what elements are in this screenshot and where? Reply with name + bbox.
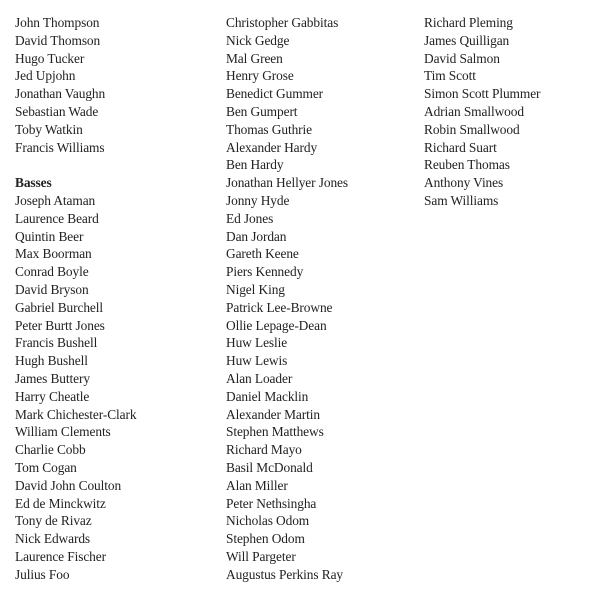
- name-entry: William Clements: [15, 424, 111, 440]
- name-entry: Ollie Lepage-Dean: [226, 317, 327, 333]
- name-entry: Harry Cheatle: [15, 388, 90, 404]
- name-entry: Hugo Tucker: [15, 50, 85, 66]
- name-entry: Piers Kennedy: [226, 264, 304, 280]
- name-entry: Huw Lewis: [226, 353, 288, 369]
- name-entry: Ben Hardy: [226, 157, 284, 173]
- name-entry: Henry Grose: [226, 68, 294, 84]
- name-entry: Nick Edwards: [15, 531, 91, 547]
- name-entry: Joseph Ataman: [15, 192, 96, 208]
- name-entry: Ben Gumpert: [226, 103, 298, 119]
- name-entry: Richard Pleming: [424, 15, 513, 30]
- name-entry: Basil McDonald: [226, 459, 313, 475]
- name-entry: Jonathan Hellyer Jones: [226, 175, 349, 191]
- name-entry: Simon Scott Plummer: [424, 86, 541, 102]
- name-entry: Anthony Vines: [424, 175, 504, 191]
- name-entry: Jonathan Vaughn: [15, 86, 106, 102]
- name-entry: James Buttery: [15, 370, 90, 386]
- name-entry: Julius Foo: [15, 566, 70, 582]
- name-entry: Laurence Beard: [15, 210, 99, 226]
- name-entry: Alan Miller: [226, 477, 288, 493]
- name-entry: Richard Suart: [424, 139, 497, 155]
- name-entry: Charlie Cobb: [15, 442, 86, 458]
- section-spacer: [15, 156, 215, 174]
- name-entry: Tony de Rivaz: [15, 513, 92, 529]
- name-entry: Benedict Gummer: [226, 86, 324, 102]
- name-entry: Ed de Minckwitz: [15, 495, 106, 511]
- name-entry: John Thompson: [15, 15, 100, 30]
- name-entry: Ed Jones: [226, 210, 274, 226]
- name-entry: Sebastian Wade: [15, 103, 99, 119]
- name-entry: Alan Loader: [226, 370, 293, 386]
- name-entry: Nick Gedge: [226, 32, 290, 48]
- name-entry: Gareth Keene: [226, 246, 299, 262]
- name-entry: Alexander Martin: [226, 406, 320, 422]
- name-entry: Peter Nethsingha: [226, 495, 317, 511]
- name-entry: James Quilligan: [424, 32, 510, 48]
- name-entry: Daniel Macklin: [226, 388, 309, 404]
- name-entry: Jed Upjohn: [15, 68, 76, 84]
- name-entry: Peter Burtt Jones: [15, 317, 105, 333]
- name-entry: David John Coulton: [15, 477, 122, 493]
- name-entry: Reuben Thomas: [424, 157, 510, 173]
- name-entry: Alexander Hardy: [226, 139, 318, 155]
- column-1: [15, 14, 215, 584]
- name-entry: Christopher Gabbitas: [226, 15, 339, 30]
- name-entry: Tim Scott: [424, 68, 476, 84]
- name-entry: Nicholas Odom: [226, 513, 310, 529]
- name-entry: Laurence Fischer: [15, 548, 106, 564]
- name-entry: Dan Jordan: [226, 228, 287, 244]
- name-entry: Huw Leslie: [226, 335, 288, 351]
- name-entry: Thomas Guthrie: [226, 121, 312, 137]
- name-entry: Francis Williams: [15, 139, 105, 155]
- name-entry: Mal Green: [226, 50, 283, 66]
- name-entry: Nigel King: [226, 281, 285, 297]
- name-entry: Gabriel Burchell: [15, 299, 104, 315]
- name-entry: Francis Bushell: [15, 335, 98, 351]
- name-entry: Sam Williams: [424, 192, 499, 208]
- name-entry: Adrian Smallwood: [424, 103, 524, 119]
- name-entry: David Salmon: [424, 50, 500, 66]
- name-entry: Richard Mayo: [226, 442, 302, 458]
- section-heading: Basses: [15, 175, 52, 191]
- name-entry: Robin Smallwood: [424, 121, 520, 137]
- column-2: [226, 14, 416, 584]
- column-3: [424, 14, 594, 210]
- name-entry: Conrad Boyle: [15, 264, 89, 280]
- name-entry: Tom Cogan: [15, 459, 77, 475]
- name-entry: Max Boorman: [15, 246, 92, 262]
- name-entry: Augustus Perkins Ray: [226, 566, 344, 582]
- name-entry: Mark Chichester-Clark: [15, 406, 137, 422]
- name-entry: Will Pargeter: [226, 548, 296, 564]
- name-entry: Toby Watkin: [15, 121, 83, 137]
- name-entry: Quintin Beer: [15, 228, 84, 244]
- name-entry: David Bryson: [15, 281, 89, 297]
- name-entry: David Thomson: [15, 32, 101, 48]
- name-entry: Patrick Lee-Browne: [226, 299, 333, 315]
- name-entry: Stephen Odom: [226, 531, 305, 547]
- name-entry: Jonny Hyde: [226, 192, 290, 208]
- name-entry: Stephen Matthews: [226, 424, 324, 440]
- name-entry: Hugh Bushell: [15, 353, 88, 369]
